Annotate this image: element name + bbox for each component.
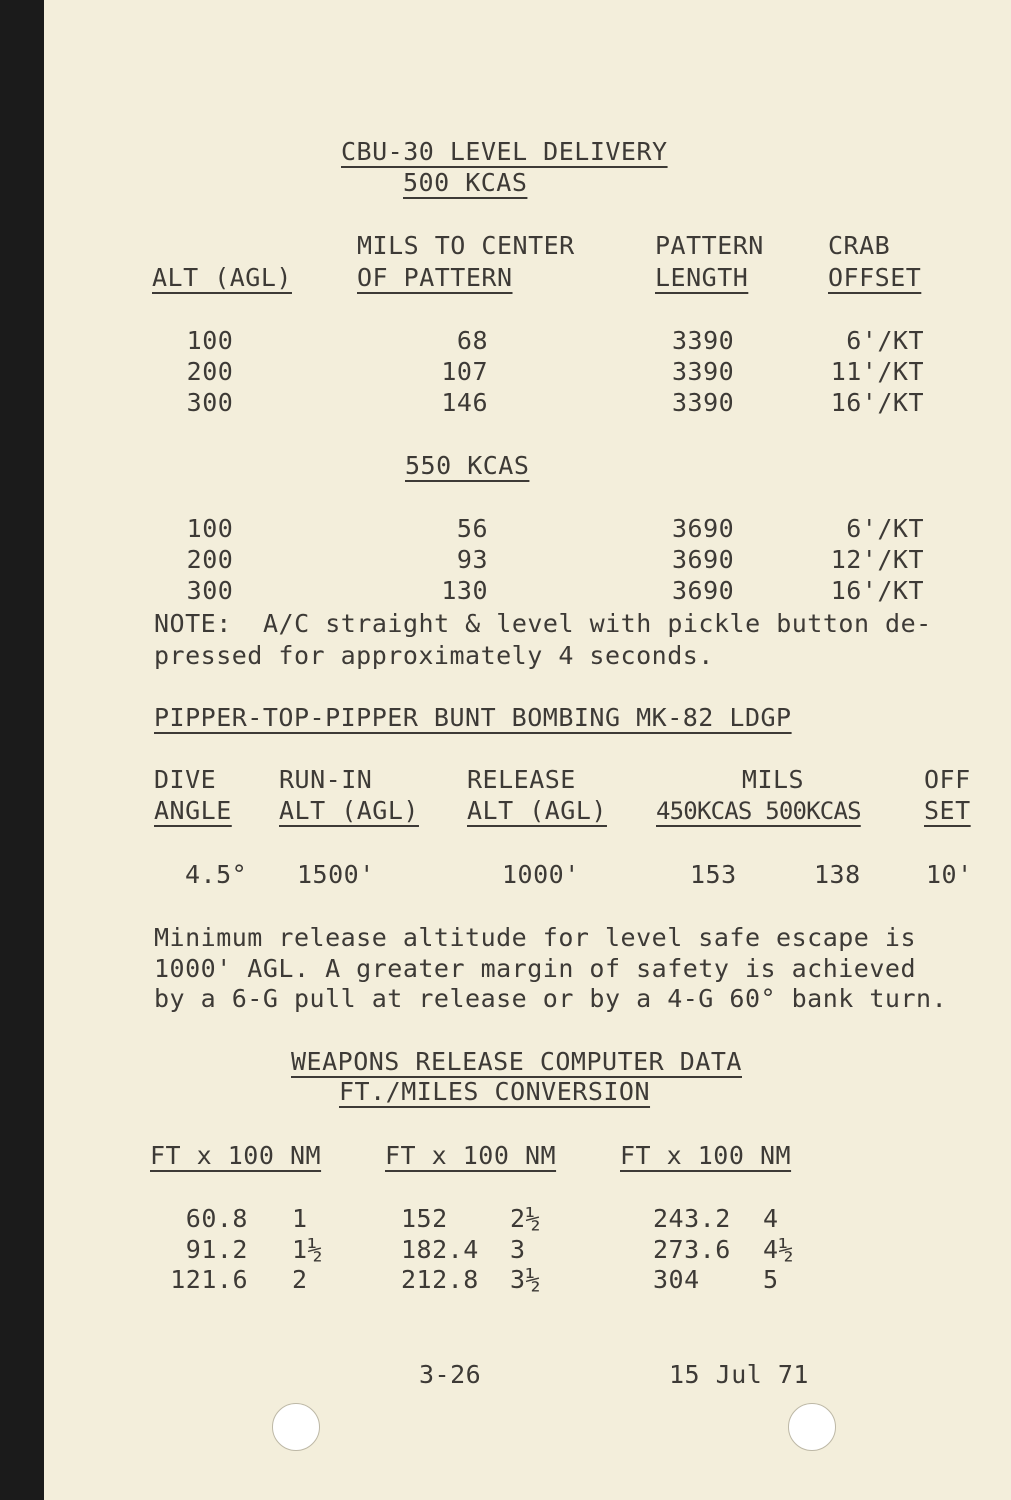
- page-date: 15 Jul 71: [669, 1360, 809, 1389]
- header-alt: ALT (AGL): [152, 263, 292, 292]
- cbu30-title: CBU-30 LEVEL DELIVERY: [341, 137, 668, 166]
- nm-cell: 1½: [292, 1235, 324, 1264]
- offset-cell: 10': [926, 860, 973, 889]
- crab-cell: 12'/KT: [830, 545, 924, 574]
- mils-cell: 130: [441, 576, 488, 605]
- header-mils-line2: OF PATTERN: [357, 263, 513, 292]
- escape-paragraph-line2: 1000' AGL. A greater margin of safety is achieved: [154, 954, 917, 983]
- crab-cell: 6'/KT: [846, 326, 924, 355]
- ft-cell: 60.8: [185, 1204, 248, 1233]
- ft-cell: 152: [401, 1204, 448, 1233]
- crab-cell: 16'/KT: [830, 388, 924, 417]
- header-dive-line2: ANGLE: [154, 796, 232, 825]
- nm-cell: 1: [292, 1204, 308, 1233]
- mils-cell: 68: [456, 326, 488, 355]
- bunt-title: PIPPER-TOP-PIPPER BUNT BOMBING MK-82 LDGP: [154, 703, 792, 732]
- length-cell: 3390: [672, 357, 735, 386]
- header-release-line2: ALT (AGL): [467, 796, 607, 825]
- wrc-title: WEAPONS RELEASE COMPUTER DATA: [291, 1047, 742, 1076]
- length-cell: 3390: [672, 388, 735, 417]
- ft-cell: 243.2: [653, 1204, 731, 1233]
- mils-cell: 56: [456, 514, 488, 543]
- header-runin-line2: ALT (AGL): [279, 796, 419, 825]
- wrc-column-header: FT x 100 NM: [385, 1141, 557, 1170]
- escape-paragraph-line3: by a 6-G pull at release or by a 4-G 60° bank turn.: [154, 984, 948, 1013]
- header-offset-line2: SET: [924, 796, 971, 825]
- crab-cell: 6'/KT: [846, 514, 924, 543]
- nm-cell: 4½: [763, 1235, 795, 1264]
- alt-cell: 200: [186, 357, 234, 386]
- ft-cell: 182.4: [401, 1235, 479, 1264]
- ft-cell: 121.6: [170, 1265, 248, 1294]
- header-crab-line1: CRAB: [828, 231, 891, 260]
- header-mils-line2: 450KCAS 500KCAS: [656, 797, 861, 825]
- crab-cell: 11'/KT: [830, 357, 924, 386]
- alt-cell: 300: [186, 388, 234, 417]
- header-crab-line2: OFFSET: [828, 263, 922, 292]
- ft-cell: 91.2: [185, 1235, 248, 1264]
- binder-hole: [788, 1403, 836, 1451]
- length-cell: 3690: [672, 576, 735, 605]
- nm-cell: 3½: [510, 1265, 542, 1294]
- mils-cell: 146: [441, 388, 488, 417]
- alt-cell: 100: [186, 326, 234, 355]
- wrc-column-header: FT x 100 NM: [620, 1141, 792, 1170]
- nm-cell: 2½: [510, 1204, 542, 1233]
- crab-cell: 16'/KT: [830, 576, 924, 605]
- alt-cell: 300: [186, 576, 234, 605]
- alt-cell: 100: [186, 514, 234, 543]
- document-page: [44, 0, 1011, 1500]
- header-mils-line1: MILS TO CENTER: [357, 231, 575, 260]
- nm-cell: 2: [292, 1265, 308, 1294]
- binder-hole: [272, 1403, 320, 1451]
- page-number: 3-26: [419, 1360, 482, 1389]
- alt-cell: 200: [186, 545, 234, 574]
- ft-cell: 304: [653, 1265, 700, 1294]
- nm-cell: 5: [763, 1265, 779, 1294]
- length-cell: 3690: [672, 514, 735, 543]
- dive-angle-cell: 4.5°: [185, 860, 248, 889]
- release-alt-cell: 1000': [502, 860, 580, 889]
- note-line2: pressed for approximately 4 seconds.: [154, 641, 714, 670]
- note-label: NOTE:: [154, 609, 232, 638]
- length-cell: 3690: [672, 545, 735, 574]
- ft-cell: 212.8: [401, 1265, 479, 1294]
- wrc-column-header: FT x 100 NM: [150, 1141, 322, 1170]
- mils-450-cell: 153: [690, 860, 737, 889]
- nm-cell: 4: [763, 1204, 779, 1233]
- header-mils-line1: MILS: [741, 765, 805, 794]
- cbu30-speed-500: 500 KCAS: [403, 168, 528, 197]
- header-pattern-line2: LENGTH: [655, 263, 749, 292]
- header-runin-line1: RUN-IN: [279, 765, 373, 794]
- nm-cell: 3: [510, 1235, 526, 1264]
- ft-cell: 273.6: [653, 1235, 731, 1264]
- mils-cell: 93: [456, 545, 488, 574]
- header-dive-line1: DIVE: [154, 765, 217, 794]
- mils-500-cell: 138: [814, 860, 861, 889]
- mils-cell: 107: [441, 357, 488, 386]
- runin-alt-cell: 1500': [297, 860, 375, 889]
- length-cell: 3390: [672, 326, 735, 355]
- header-pattern-line1: PATTERN: [655, 231, 764, 260]
- header-offset-line1: OFF: [924, 765, 971, 794]
- cbu30-speed-550: 550 KCAS: [405, 451, 530, 480]
- wrc-subtitle: FT./MILES CONVERSION: [339, 1077, 651, 1106]
- header-release-line1: RELEASE: [467, 765, 576, 794]
- escape-paragraph-line1: Minimum release altitude for level safe escape is: [154, 923, 917, 952]
- note-line1: A/C straight & level with pickle button de-: [263, 609, 932, 638]
